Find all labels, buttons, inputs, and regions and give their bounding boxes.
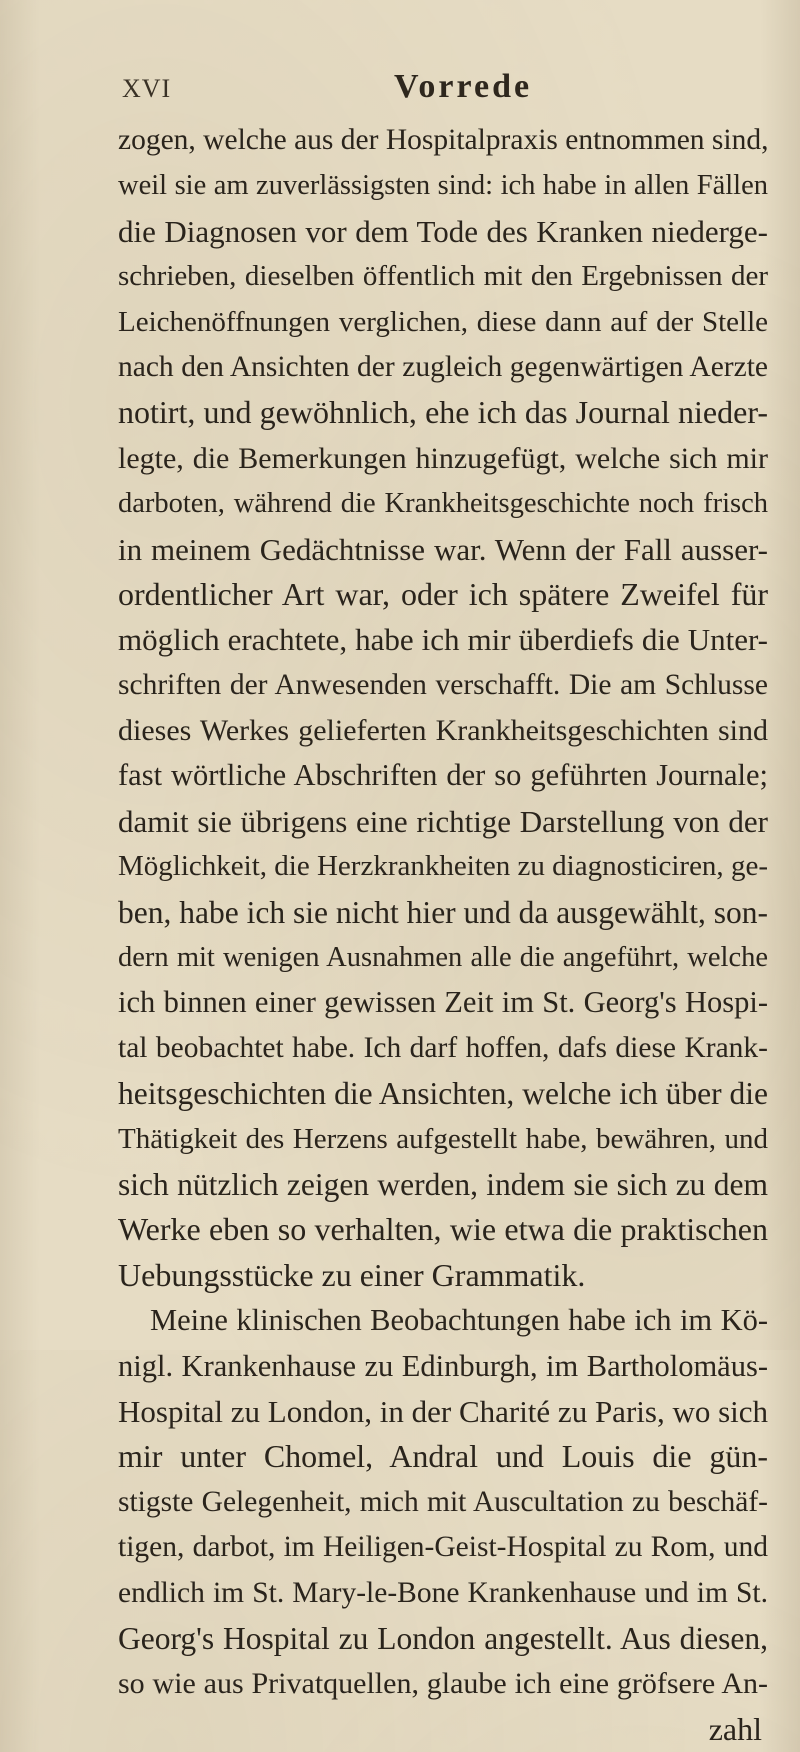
text-line: sich nützlich zeigen werden, indem sie sich zu dem [118,1166,768,1202]
text-line: Georg's Hospital zu London angestellt. Aus diesen, [118,1620,768,1656]
page-number: XVI [122,74,172,103]
text-line: mir unter Chomel, Andral und Louis die gün- [118,1438,768,1475]
text-line: endlich im St. Mary-le-Bone Krankenhause und im St. [118,1576,768,1609]
text-line: stigste Gelegenheit, mich mit Auscultation zu beschäf- [118,1485,768,1518]
text-line: Leichenöffnungen verglichen, diese dann auf der Stelle [118,305,768,338]
text-line: ich binnen einer gewissen Zeit im St. Georg's Hospi- [118,985,768,1020]
text-line: damit sie übrigens eine richtige Darstellung von der [118,803,768,839]
text-line: möglich erachtete, habe ich mir überdiefs die Unter- [118,622,768,658]
text-line: Meine klinischen Beobachtungen habe ich im Kö- [150,1303,768,1338]
text-line: Möglichkeit, die Herzkrankheiten zu diagnosticiren, ge- [118,850,768,883]
text-line: notirt, und gewöhnlich, ehe ich das Journal nieder- [118,394,768,431]
body-text [118,118,768,1752]
page-header [0,68,800,108]
text-line: darboten, während die Krankheitsgeschichte noch frisch [118,488,768,520]
text-line: die Diagnosen vor dem Tode des Kranken niederge- [118,213,768,249]
text-line: weil sie am zuverlässigsten sind: ich habe in allen Fällen [118,170,768,202]
text-line: ordentlicher Art war, oder ich spätere Zweifel für [118,575,768,612]
text-line: in meinem Gedächtnisse war. Wenn der Fall ausser- [118,531,768,567]
text-line: dieses Werkes gelieferten Krankheitsgeschichten sind [118,714,768,748]
catchword: zahl [708,1710,762,1747]
running-head: Vorrede [394,68,533,105]
text-line: schriften der Anwesenden verschafft. Die am Schlusse [118,668,768,701]
text-line: so wie aus Privatquellen, glaube ich eine gröfsere An- [118,1667,768,1701]
text-line: dern mit wenigen Ausnahmen alle die angeführt, welche [118,942,768,974]
text-line: Werke eben so verhalten, wie etwa die praktischen [118,1211,768,1248]
text-line: legte, die Bemerkungen hinzugefügt, welche sich mir [118,441,768,475]
text-line: schrieben, dieselben öffentlich mit den Ergebnissen der [118,260,768,293]
text-line: nigl. Krankenhause zu Edinburgh, im Bartholomäus- [118,1348,768,1383]
text-line: Hospital zu London, in der Charité zu Paris, wo sich [118,1393,769,1429]
text-line: tal beobachtet habe. Ich darf hoffen, dafs diese Krank- [118,1031,768,1064]
text-line: Uebungsstücke zu einer Grammatik. [118,1256,586,1293]
text-line: fast wörtliche Abschriften der so geführten Journale; [118,758,768,793]
text-line: ben, habe ich sie nicht hier und da ausgewählt, son- [118,894,768,930]
text-line: heitsgeschichten die Ansichten, welche ich über die [118,1076,768,1112]
text-line: tigen, darbot, im Heiligen-Geist-Hospital zu Rom, und [118,1531,768,1564]
text-line: zogen, welche aus der Hospitalpraxis entnommen sind, [118,124,769,156]
text-line: nach den Ansichten der zugleich gegenwärtigen Aerzte [118,350,768,383]
text-line: Thätigkeit des Herzens aufgestellt habe, bewähren, und [118,1122,768,1155]
